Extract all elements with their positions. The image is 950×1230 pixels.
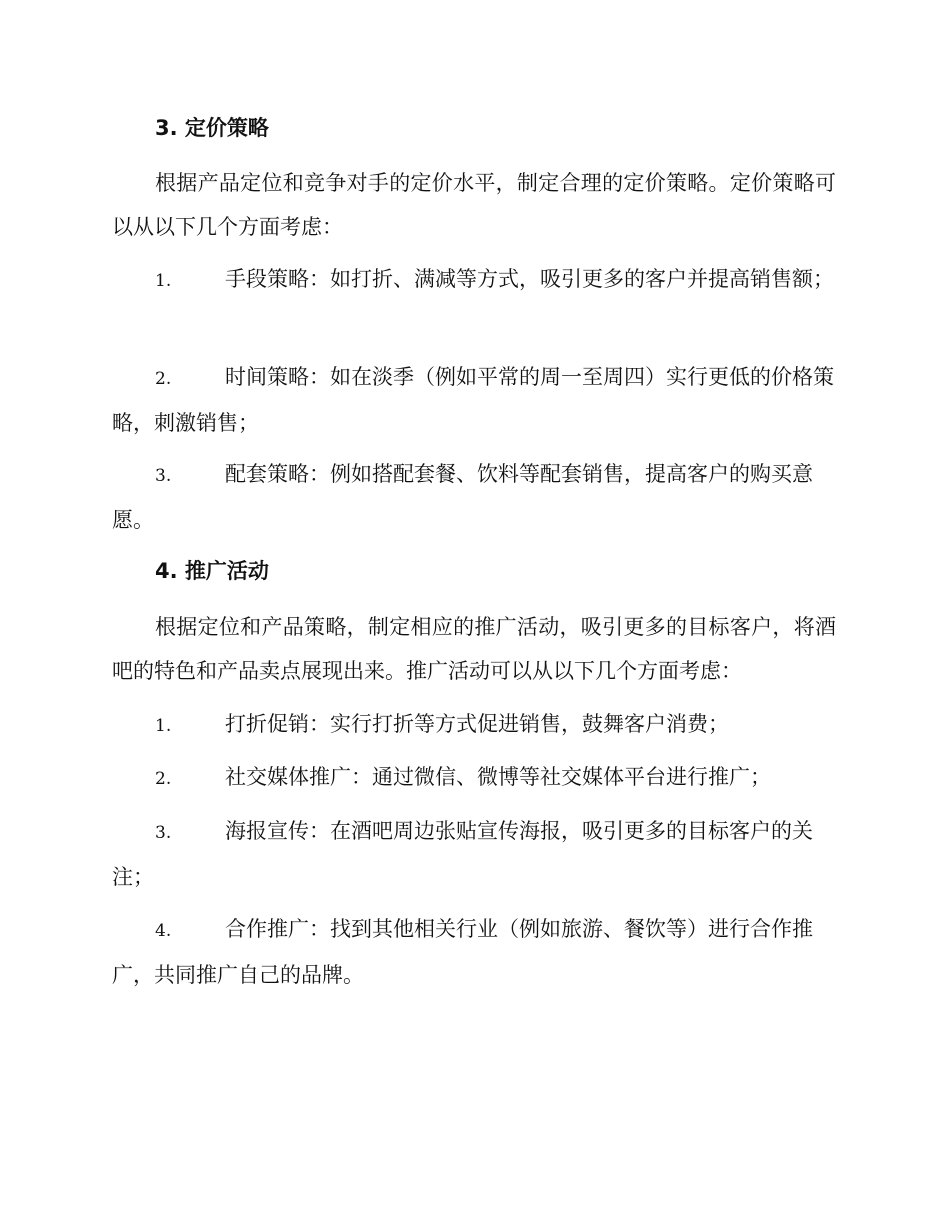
list-item-text: 手段策略：如打折、满减等方式，吸引更多的客户并提高销售额；: [225, 267, 834, 291]
list-number: 2.: [155, 369, 172, 389]
promotion-intro-paragraph: 根据定位和产品策略，制定相应的推广活动，吸引更多的目标客户，将酒吧的特色和产品卖点展现出来。推广活动可以从以下几个方面考虑：: [112, 615, 836, 683]
list-item-text: 时间策略：如在淡季（例如平常的周一至周四）实行更低的价格策略，刺激销售；: [112, 365, 834, 435]
list-item-text: 打折促销：实行打折等方式促进销售，鼓舞客户消费；: [225, 712, 729, 736]
pricing-intro-paragraph: 根据产品定位和竞争对手的定价水平，制定合理的定价策略。定价策略可以从以下几个方面考虑：: [112, 171, 836, 239]
list-number: 3.: [155, 466, 172, 486]
list-item-text: 合作推广：找到其他相关行业（例如旅游、餐饮等）进行合作推广，共同推广自己的品牌。: [112, 917, 813, 987]
promotion-list-item: [112, 809, 836, 899]
section-heading-pricing: 3. 定价策略: [155, 116, 269, 140]
pricing-list-item: [112, 355, 836, 445]
promotion-list-item: [112, 907, 836, 997]
section-heading-promotion: 4. 推广活动: [155, 559, 269, 583]
list-number: 1.: [155, 716, 172, 736]
promotion-list-item: [112, 755, 836, 801]
list-number: 3.: [155, 823, 172, 843]
list-number: 4.: [155, 921, 172, 941]
pricing-list-item: [112, 257, 836, 303]
list-number: 2.: [155, 769, 172, 789]
list-number: 1.: [155, 271, 172, 291]
promotion-list-item: [112, 702, 836, 748]
pricing-list-item: [112, 452, 836, 542]
list-item-text: 海报宣传：在酒吧周边张贴宣传海报，吸引更多的目标客户的关注；: [112, 819, 813, 889]
list-item-text: 配套策略：例如搭配套餐、饮料等配套销售，提高客户的购买意愿。: [112, 462, 813, 532]
list-item-text: 社交媒体推广：通过微信、微博等社交媒体平台进行推广；: [225, 765, 771, 789]
